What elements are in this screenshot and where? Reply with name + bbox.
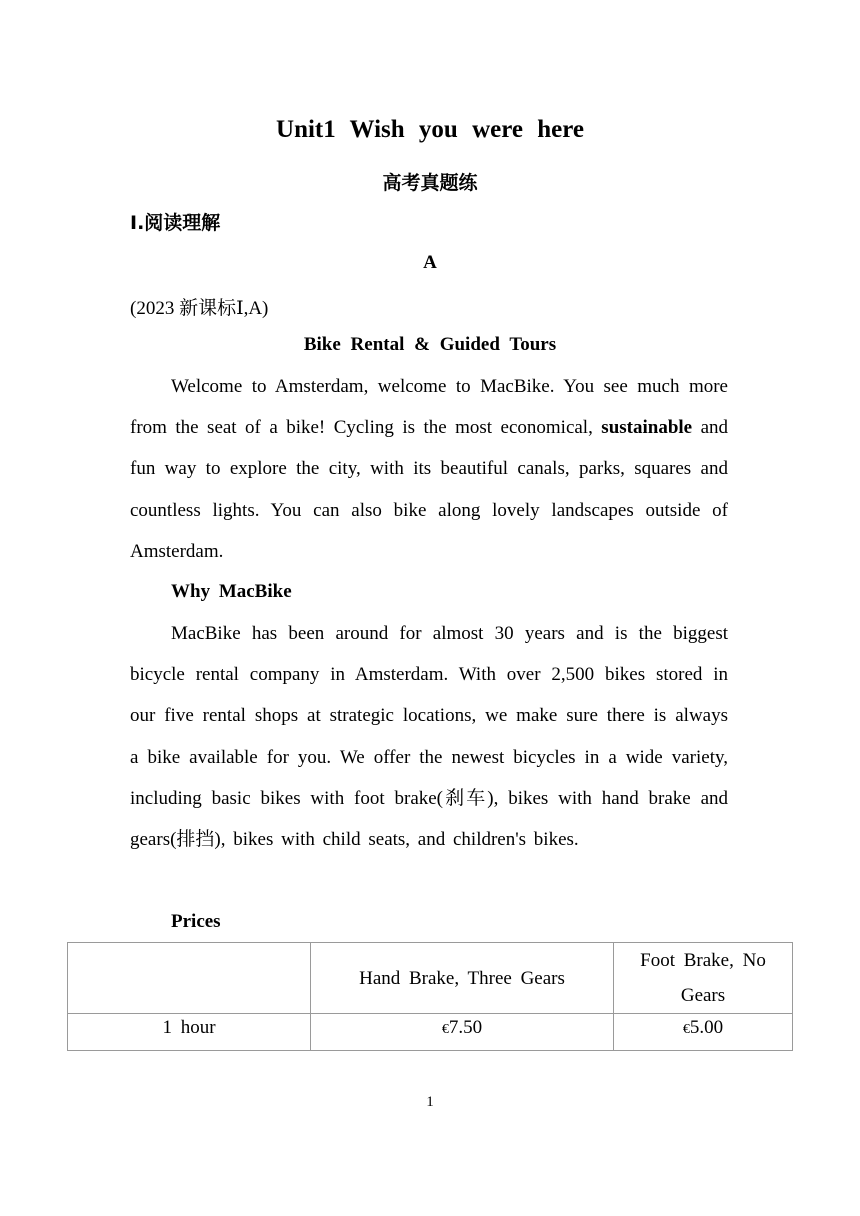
table-header-cell: Hand Brake, Three Gears (311, 943, 614, 1014)
table-header-row (68, 943, 793, 1014)
exam-source: (2023 新课标Ⅰ,A) (130, 298, 269, 319)
page-number: 1 (426, 1094, 434, 1110)
exercise-subtitle: 高考真题练 (382, 172, 478, 194)
price-value: 7.50 (448, 1017, 483, 1038)
price-value: 5.00 (689, 1017, 724, 1038)
passage-letter: A (423, 252, 437, 273)
currency-symbol: € (441, 1022, 449, 1037)
table-header-cell (68, 943, 311, 1014)
intro-paragraph (130, 366, 728, 572)
currency-symbol: € (682, 1022, 690, 1037)
foot-brake-price-cell (614, 1014, 793, 1051)
table-header-cell: Foot Brake, No Gears (614, 943, 793, 1014)
table-row (68, 1014, 793, 1051)
duration-cell: 1 hour (68, 1014, 311, 1051)
hand-brake-price-cell (311, 1014, 614, 1051)
why-macbike-heading: Why MacBike (171, 581, 292, 602)
intro-paragraph-end: and fun way to explore the city, with its beautiful canals, parks, squares and countless lights. You can also bike along lovely landscapes outside of Amsterdam. (130, 417, 728, 562)
intro-paragraph-start: Welcome to Amsterdam, welcome to MacBike. You see much more from the seat of a bike! Cycling is the most economical, (130, 376, 728, 439)
prices-heading: Prices (171, 911, 221, 932)
unit-title: Unit1 Wish you were here (276, 116, 584, 143)
section-heading: Ⅰ.阅读理解 (130, 212, 221, 234)
article-title: Bike Rental & Guided Tours (303, 334, 557, 355)
bold-vocabulary-word: sustainable (601, 417, 693, 439)
price-table (67, 942, 793, 1051)
macbike-paragraph: MacBike has been around for almost 30 years and is the biggest bicycle rental company in Amsterdam. With over 2,500 bikes stored in our five rental shops at strategic locations, we make sure there is always a bike available for you. We offer the newest bicycles in a wide variety, including basic bikes with foot brake(刹车), bikes with hand brake and gears(排挡), bikes with child seats, and children's bikes. (130, 623, 728, 851)
